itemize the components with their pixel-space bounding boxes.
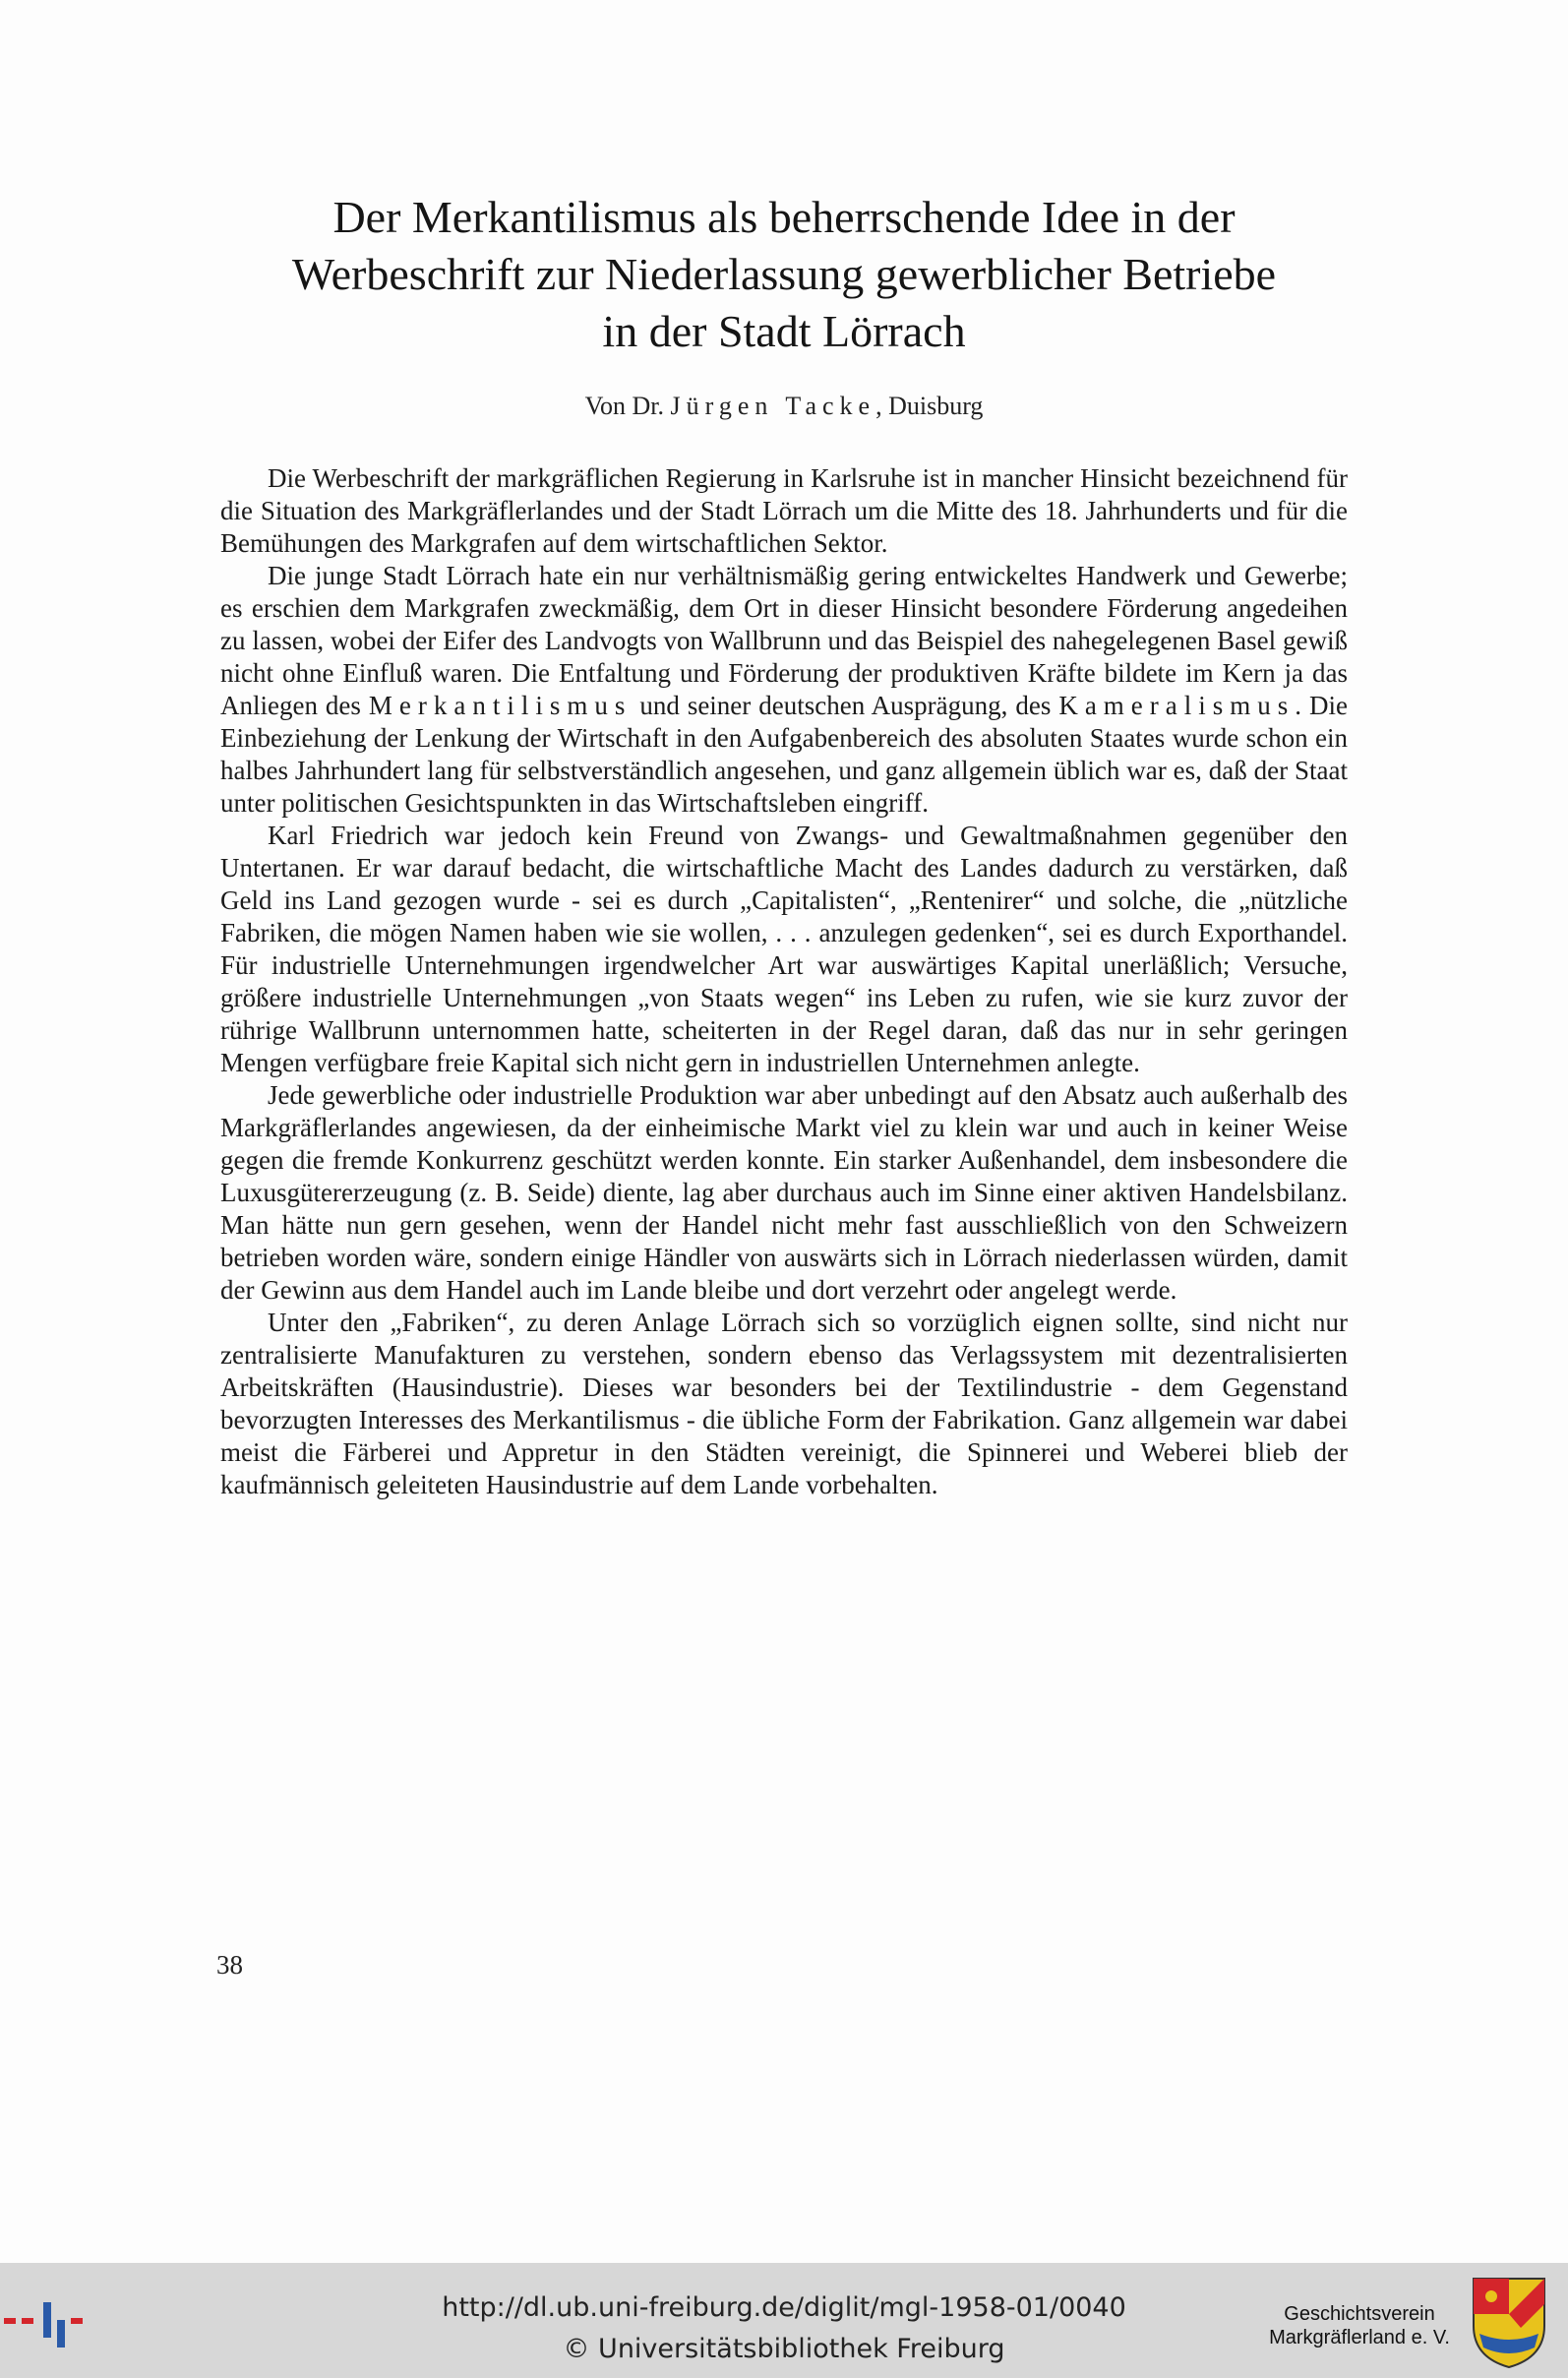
spaced-term: Merkantilismus <box>368 691 633 720</box>
title-line: Werbeschrift zur Niederlassung gewerblicher Betriebe <box>291 249 1277 299</box>
society-name <box>1251 2302 1468 2349</box>
article-title <box>177 189 1391 360</box>
paragraph <box>220 560 1348 820</box>
paragraph: Die Werbeschrift der markgräflichen Regierung in Karlsruhe ist in mancher Hinsicht bezeichnend für die Situation des Markgräflerlandes und der Stadt Lörrach um die Mitte des 18. Jahrhunderts und für die Bemühungen des Markgrafen auf dem wirtschaftlichen Sektor. <box>220 463 1348 558</box>
spaced-term: Kameralismus <box>1058 691 1296 720</box>
paragraph: Unter den „Fabriken“, zu deren Anlage Lörrach sich so vorzüglich eignen sollte, sind nicht nur zentralisierte Manufakturen zu verstehen, sondern ebenso das Verlagssystem mit dezentralisierten Arbeitskräften (Hausindustrie). Dieses war besonders bei der Textilindustrie - dem Gegenstand bevorzugten Interesses des Merkantilismus - die übliche Form der Fabrikation. Ganz allgemein war dabei meist die Färberei und Appretur in den Städten vereinigt, die Spinnerei und Weberei blieb der kaufmännisch geleiteten Hausindustrie auf dem Lande vorbehalten. <box>220 1308 1348 1499</box>
footer-url-link[interactable]: http://dl.ub.uni-freiburg.de/diglit/mgl-1958-01/0040 <box>442 2292 1126 2323</box>
title-line: in der Stadt Lörrach <box>602 306 966 356</box>
paragraph: Jede gewerbliche oder industrielle Produktion war aber unbedingt auf den Absatz auch außerhalb des Markgräflerlandes angewiesen, da der einheimische Markt viel zu klein war und auch in keiner Weise gegen die fremde Konkurrenz geschützt werden konnte. Ein starker Außenhandel, dem insbesondere die Luxusgütererzeugung (z. B. Seide) diente, lag aber durchaus auch im Sinne einer aktiven Handelsbilanz. Man hätte nun gern gesehen, wenn der Handel nicht mehr fast ausschließlich von den Schweizern betrieben worden wäre, sondern einige Händler von auswärts sich in Lörrach niederlassen würden, damit der Gewinn aus dem Handel auch im Lande bleibe und dort verzehrt oder angelegt werde. <box>220 1080 1348 1305</box>
footer-copyright: © Universitätsbibliothek Freiburg <box>563 2334 1005 2364</box>
page-number: 38 <box>216 1950 243 1980</box>
coat-of-arms-icon <box>1470 2275 1548 2369</box>
paragraph-text: . Die Einbeziehung der Lenkung der Wirtschaft in den Aufgabenbereich des absoluten Staates wurde schon ein halbes Jahrhundert lang für selbstverständlich angesehen, und ganz allgemein üblich war es, daß der Staat unter politischen Gesichtspunkten in das Wirtschaftsleben eingriff. <box>220 691 1348 818</box>
paragraph-text: Die junge Stadt Lörrach hate ein nur verhältnismäßig gering entwickeltes Handwerk und Gewerbe; es erschien dem Markgrafen zweckmäßig, dem Ort in dieser Hinsicht besondere Förderung angedeihen zu lassen, wobei der Eifer des Landvogts von Wallbrunn und das Beispiel des nahegelegenen Basel gewiß nicht ohne Einfluß waren. Die Entfaltung und Förderung der produktiven Kräfte bildete im Kern ja das Anliegen des <box>220 561 1348 720</box>
society-line: Markgräflerland e. V. <box>1269 2327 1450 2348</box>
society-line: Geschichtsverein <box>1284 2303 1435 2325</box>
paragraph: Karl Friedrich war jedoch kein Freund von Zwangs- und Gewaltmaßnahmen gegenüber den Untertanen. Er war darauf bedacht, die wirtschaftliche Macht des Landes dadurch zu verstärken, daß Geld ins Land gezogen wurde - sei es durch „Capitalisten“, „Rentenirer“ und solche, die „nützliche Fabriken, die mögen Namen haben wie sie wollen, . . . anzulegen gedenken“, sei es durch Exporthandel. Für industrielle Unternehmungen irgendwelcher Art war auswärtiges Kapital unerläßlich; Versuche, größere industrielle Unternehmungen „von Staats wegen“ ins Leben zu rufen, wie sie kurz zuvor der rührige Wallbrunn unternommen hatte, scheiterten in der Regel daran, daß das nur in sehr geringen Mengen verfügbare freie Kapital sich nicht gern in industriellen Unternehmen anlegte. <box>220 821 1348 1077</box>
author-prefix: Von Dr. <box>584 392 671 420</box>
author-suffix: , Duisburg <box>875 392 984 420</box>
article-body <box>220 462 1348 1501</box>
author-name: Jürgen Tacke <box>670 392 876 420</box>
title-line: Der Merkantilismus als beherrschende Idee in der <box>332 192 1236 242</box>
author-line <box>177 392 1391 421</box>
paragraph-text: und seiner deutschen Ausprägung, des <box>632 691 1059 720</box>
